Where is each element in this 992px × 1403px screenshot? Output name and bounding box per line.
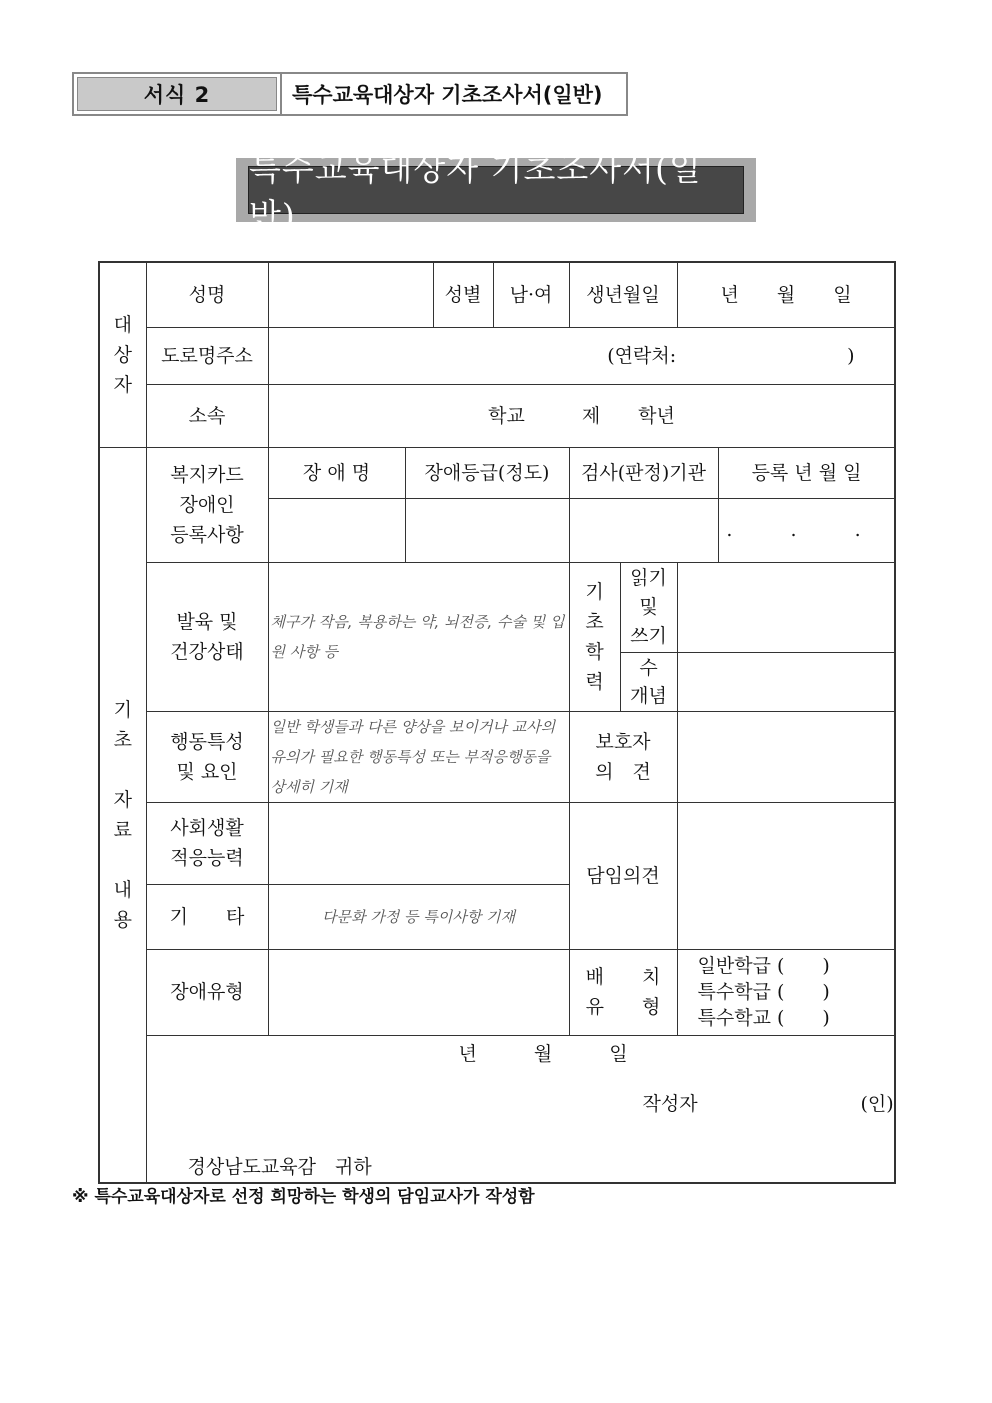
address-field[interactable] xyxy=(268,327,895,384)
form-name: 특수교육대상자 기초조사서(일반) xyxy=(292,83,603,107)
placement-option-general[interactable]: 일반학급 ( ) xyxy=(697,955,830,977)
disability-type-field[interactable] xyxy=(268,949,569,1035)
teacher-opinion-label: 담임의견 xyxy=(569,802,677,949)
form-number: 서식 2 xyxy=(77,77,277,111)
title-banner xyxy=(236,149,756,235)
gender-label: 성별 xyxy=(433,262,493,327)
teacher-opinion-field[interactable] xyxy=(677,802,895,949)
disability-type-label: 장애유형 xyxy=(146,949,268,1035)
social-field[interactable] xyxy=(268,802,569,884)
social-label: 사회생활 적응능력 xyxy=(146,802,268,884)
recipient-label: 경상남도교육감 귀하 xyxy=(187,1155,372,1178)
behavior-label: 행동특성 및 요인 xyxy=(146,711,268,802)
welfare-header-agency: 검사(판정)기관 xyxy=(569,447,718,498)
form-label-divider xyxy=(280,74,282,114)
academic-label: 기 초 학 력 xyxy=(569,562,620,711)
placement-label: 배 치 유 형 xyxy=(569,949,677,1035)
welfare-grade-field[interactable] xyxy=(405,498,569,562)
name-field[interactable] xyxy=(268,262,433,327)
math-label: 수 개념 xyxy=(620,652,677,711)
footnote: ※ 특수교육대상자로 선정 희망하는 학생의 담임교사가 작성함 xyxy=(72,1187,535,1207)
subject-section-label: 대 상 자 xyxy=(99,262,146,447)
welfare-disability-field[interactable] xyxy=(268,498,405,562)
welfare-header-disability: 장 애 명 xyxy=(268,447,405,498)
birth-label: 생년월일 xyxy=(569,262,677,327)
guardian-field[interactable] xyxy=(677,711,895,802)
basic-section-label: 기 초 자 료 내 용 xyxy=(99,447,146,1183)
form-label xyxy=(72,72,628,116)
welfare-label: 복지카드 장애인 등록사항 xyxy=(146,447,268,562)
birth-value[interactable]: 년 월 일 xyxy=(677,262,895,327)
affiliation-field[interactable]: 학교 제 학년 xyxy=(268,384,895,447)
affiliation-label: 소속 xyxy=(146,384,268,447)
placement-option-special-school[interactable]: 특수학교 ( ) xyxy=(697,1007,830,1029)
writer-label: 작성자 xyxy=(642,1092,698,1115)
etc-label: 기 타 xyxy=(146,884,268,949)
etc-field[interactable]: 다문화 가정 등 특이사항 기재 xyxy=(268,884,569,949)
welfare-agency-field[interactable] xyxy=(569,498,718,562)
gender-value[interactable]: 남·여 xyxy=(493,262,569,327)
welfare-header-date: 등록 년 월 일 xyxy=(718,447,895,498)
behavior-field[interactable]: 일반 학생들과 다른 양상을 보이거나 교사의 유의가 필요한 행동특성 또는 부적응행동을 상세히 기재 xyxy=(268,711,569,802)
health-field[interactable]: 체구가 작음, 복용하는 약, 뇌전증, 수술 및 입원 사항 등 xyxy=(268,562,569,711)
signature-area xyxy=(146,1035,895,1183)
math-field[interactable] xyxy=(677,652,895,711)
contact-field: (연락처: ) xyxy=(607,344,855,367)
placement-option-special-class[interactable]: 특수학급 ( ) xyxy=(697,981,830,1003)
guardian-label: 보호자 의 견 xyxy=(569,711,677,802)
reading-field[interactable] xyxy=(677,562,895,652)
signature-date[interactable]: 년 월 일 xyxy=(458,1042,628,1065)
page-title: 특수교육대상자 기초조사서(일반) xyxy=(248,166,744,214)
health-label: 발육 및 건강상태 xyxy=(146,562,268,711)
welfare-header-grade: 장애등급(정도) xyxy=(405,447,569,498)
survey-table xyxy=(98,261,896,1184)
placement-options[interactable] xyxy=(677,949,895,1035)
welfare-date-field[interactable]: . . . xyxy=(718,498,895,562)
name-label: 성명 xyxy=(146,262,268,327)
address-label: 도로명주소 xyxy=(146,327,268,384)
reading-label: 읽기 및 쓰기 xyxy=(620,562,677,652)
seal-label: (인) xyxy=(860,1092,894,1115)
